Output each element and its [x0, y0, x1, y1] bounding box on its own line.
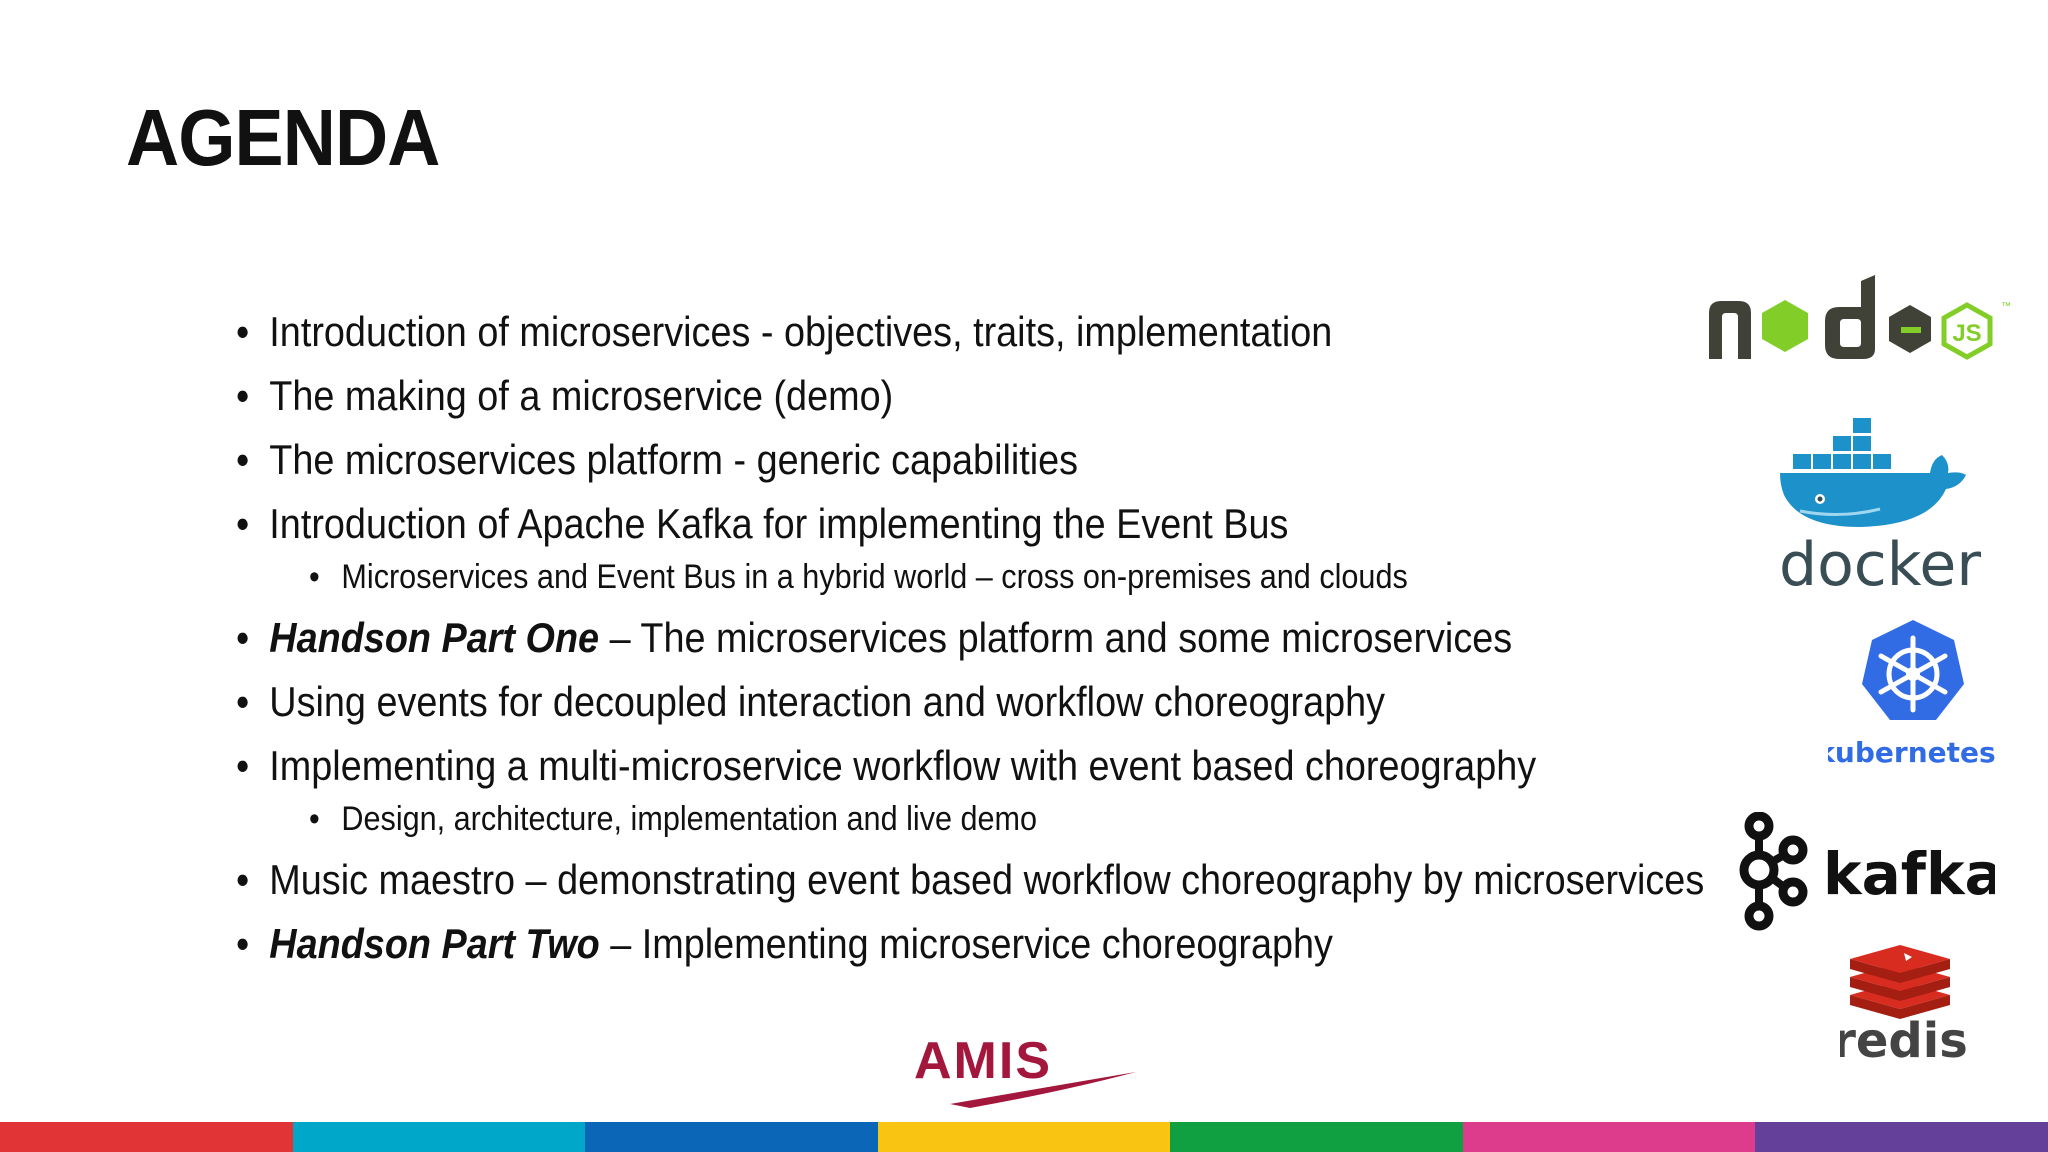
agenda-item-text: The making of a microservice (demo): [269, 372, 894, 419]
bullet-marker: •: [236, 372, 250, 419]
agenda-item-text: Using events for decoupled interaction and workflow choreography: [269, 678, 1386, 725]
bullet-marker: •: [236, 500, 250, 547]
agenda-item: [236, 300, 1704, 364]
agenda-item-text: Music maestro – demonstrating event based workflow choreography by microservices: [269, 856, 1705, 903]
color-bar-segment: [585, 1122, 878, 1152]
color-bar-segment: [293, 1122, 586, 1152]
agenda-item: [236, 606, 1704, 670]
nodejs-tm: ™: [2001, 301, 2011, 312]
bullet-marker: •: [236, 742, 250, 789]
kafka-logo-text: kafka: [1823, 840, 1995, 908]
bullet-marker: •: [236, 678, 250, 725]
agenda-item-emphasis: Handson Part One: [269, 614, 600, 661]
agenda-item: [236, 364, 1704, 428]
color-bar-segment: [1170, 1122, 1463, 1152]
agenda-subitem: [309, 794, 1712, 844]
agenda-item-text: Introduction of microservices - objectives, traits, implementation: [269, 308, 1333, 355]
kubernetes-logo-text: kubernetes: [1828, 736, 1996, 768]
agenda-item: [236, 428, 1704, 492]
redis-logo: [1840, 945, 1980, 1070]
agenda-item: [236, 492, 1704, 556]
agenda-subitem: [309, 552, 1712, 602]
bullet-marker: •: [236, 920, 250, 967]
color-bar-segment: [1755, 1122, 2048, 1152]
agenda-item-text: Introduction of Apache Kafka for implementing the Event Bus: [269, 500, 1289, 547]
redis-logo-text: redis: [1840, 1013, 1968, 1065]
bullet-marker: •: [309, 800, 320, 838]
amis-logo: [910, 1028, 1140, 1113]
bullet-marker: •: [309, 558, 320, 596]
agenda-list: [236, 300, 1867, 976]
docker-logo: [1780, 415, 2000, 600]
agenda-item-text: – The microservices platform and some microservices: [599, 614, 1513, 661]
agenda-item: [236, 670, 1704, 734]
slide-title: AGENDA: [126, 93, 440, 182]
color-bar-segment: [0, 1122, 293, 1152]
agenda-item: [236, 912, 1704, 976]
nodejs-badge-text: JS: [1952, 320, 1982, 347]
nodejs-logo: [1705, 275, 2035, 380]
color-bar-segment: [878, 1122, 1171, 1152]
agenda-item-text: Microservices and Event Bus in a hybrid world – cross on-premises and clouds: [341, 558, 1408, 596]
bullet-marker: •: [236, 308, 250, 355]
kubernetes-logo: [1828, 618, 1998, 773]
agenda-item: [236, 848, 1704, 912]
agenda-item-text: Design, architecture, implementation and live demo: [341, 800, 1038, 838]
agenda-item: [236, 734, 1704, 798]
agenda-item-emphasis: Handson Part Two: [269, 920, 600, 967]
amis-logo-text: AMIS: [914, 1032, 1052, 1090]
agenda-item-text: Implementing a multi-microservice workflow with event based choreography: [269, 742, 1537, 789]
docker-logo-text: docker: [1780, 530, 1981, 595]
kafka-logo: [1735, 812, 1995, 937]
bullet-marker: •: [236, 614, 250, 661]
agenda-item-text: – Implementing microservice choreography: [599, 920, 1333, 967]
footer-color-bar: [0, 1122, 2048, 1152]
bullet-marker: •: [236, 856, 250, 903]
color-bar-segment: [1463, 1122, 1756, 1152]
agenda-item-text: The microservices platform - generic capabilities: [269, 436, 1079, 483]
bullet-marker: •: [236, 436, 250, 483]
